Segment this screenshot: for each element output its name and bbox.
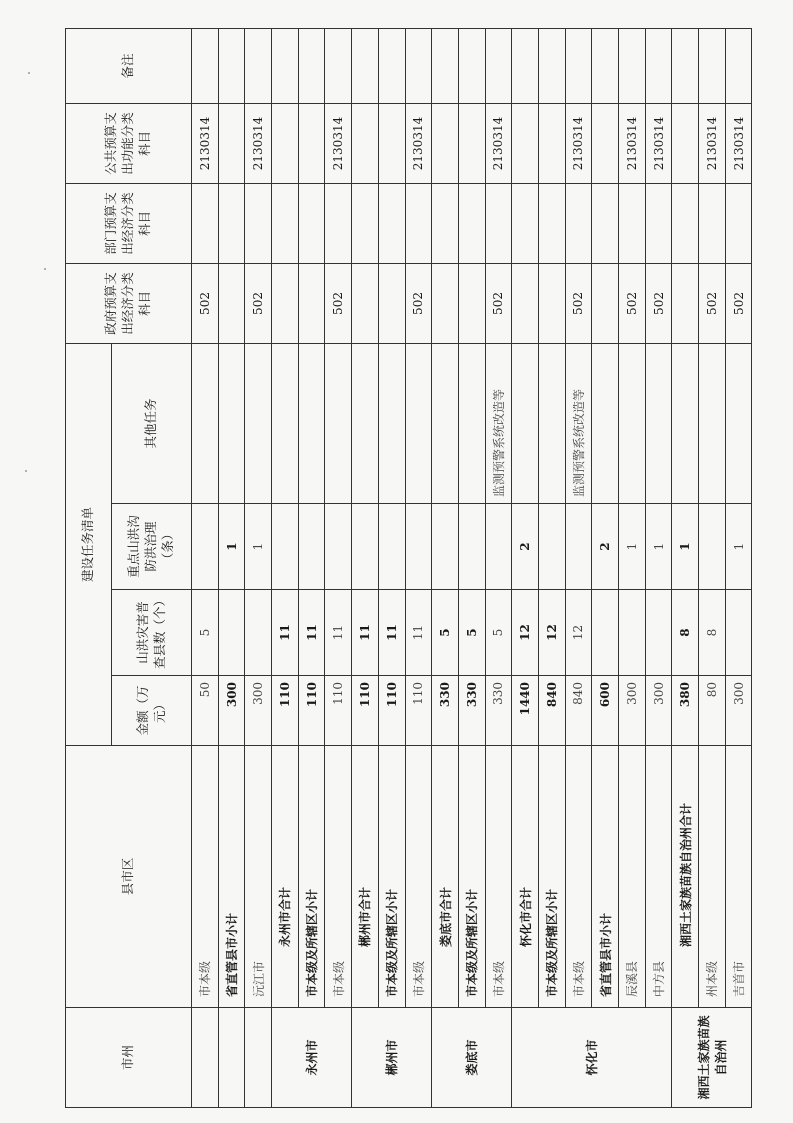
table-row [645,28,672,1107]
gov-econ-code-cell [458,263,485,343]
other-task-cell [432,343,459,503]
district-cell: 娄底市合计 [432,746,459,1008]
gully-count-cell [325,504,352,590]
survey-count-cell: 11 [272,590,299,676]
gully-count-cell: 1 [245,504,272,590]
district-cell: 市本级及所辖区小计 [298,746,325,1008]
district-cell: 省直管县市小计 [218,746,245,1008]
other-task-cell: 监测预警系统改造等 [485,343,512,503]
dept-econ-code-cell [645,183,672,263]
gully-count-cell [458,504,485,590]
function-code-cell [378,103,405,183]
function-code-cell [432,103,459,183]
survey-count-cell: 5 [458,590,485,676]
dept-econ-code-cell [218,183,245,263]
function-code-cell [512,103,539,183]
gov-econ-code-cell: 502 [619,263,646,343]
function-code-cell [672,103,699,183]
survey-count-cell: 12 [512,590,539,676]
dept-econ-code-cell [352,183,379,263]
header-function: 公共预算支出功能分类科目 [66,103,192,183]
survey-count-cell: 11 [298,590,325,676]
header-task-group: 建设任务清单 [66,343,112,745]
note-cell [245,28,272,103]
city-cell: 郴州市 [352,1008,432,1108]
gov-econ-code-cell [352,263,379,343]
function-code-cell [298,103,325,183]
table-row [405,28,432,1107]
gov-econ-code-cell: 502 [699,263,726,343]
district-cell: 市本级及所辖区小计 [538,746,565,1008]
header-note: 备注 [66,28,192,103]
city-cell: 永州市 [272,1008,352,1108]
amount-cell: 110 [272,676,299,746]
survey-count-cell [619,590,646,676]
dept-econ-code-cell [458,183,485,263]
amount-cell: 330 [485,676,512,746]
note-cell [512,28,539,103]
other-task-cell [619,343,646,503]
amount-cell: 300 [245,676,272,746]
amount-cell: 380 [672,676,699,746]
amount-cell: 110 [298,676,325,746]
gully-count-cell [405,504,432,590]
note-cell [485,28,512,103]
survey-count-cell: 12 [565,590,592,676]
gully-count-cell: 1 [619,504,646,590]
dept-econ-code-cell [565,183,592,263]
gov-econ-code-cell [432,263,459,343]
amount-cell: 1440 [512,676,539,746]
survey-count-cell: 8 [672,590,699,676]
table-row [538,28,565,1107]
table-row [672,28,699,1107]
table-row [218,28,245,1107]
table-row [725,28,752,1107]
gov-econ-code-cell: 502 [245,263,272,343]
gov-econ-code-cell: 502 [192,263,219,343]
header-gov-econ: 政府预算支出经济分类科目 [66,263,192,343]
district-cell: 市本级 [192,746,219,1008]
table-row [699,28,726,1107]
gully-count-cell [699,504,726,590]
gov-econ-code-cell: 502 [325,263,352,343]
amount-cell: 110 [405,676,432,746]
gov-econ-code-cell [218,263,245,343]
other-task-cell [725,343,752,503]
district-cell: 市本级 [405,746,432,1008]
district-cell: 中方县 [645,746,672,1008]
note-cell [699,28,726,103]
district-cell: 市本级及所辖区小计 [378,746,405,1008]
district-cell: 州本级 [699,746,726,1008]
table-row [298,28,325,1107]
dept-econ-code-cell [538,183,565,263]
other-task-cell [378,343,405,503]
table-row [272,28,299,1107]
other-task-cell [405,343,432,503]
dept-econ-code-cell [619,183,646,263]
gov-econ-code-cell: 502 [645,263,672,343]
table-row [432,28,459,1107]
district-cell: 市本级 [485,746,512,1008]
table-row [565,28,592,1107]
note-cell [218,28,245,103]
dept-econ-code-cell [272,183,299,263]
header-survey: 山洪灾害普查县数（个） [112,590,192,676]
note-cell [405,28,432,103]
note-cell [325,28,352,103]
district-cell: 市本级 [565,746,592,1008]
function-code-cell: 2130314 [485,103,512,183]
function-code-cell: 2130314 [565,103,592,183]
amount-cell: 300 [218,676,245,746]
construction-task-table [65,28,752,1108]
gully-count-cell: 1 [218,504,245,590]
function-code-cell [538,103,565,183]
function-code-cell: 2130314 [645,103,672,183]
city-cell: 怀化市 [512,1008,672,1108]
gully-count-cell [485,504,512,590]
gully-count-cell [298,504,325,590]
amount-cell: 50 [192,676,219,746]
note-cell [352,28,379,103]
other-task-cell [272,343,299,503]
table-row [245,28,272,1107]
gully-count-cell: 2 [512,504,539,590]
dept-econ-code-cell [432,183,459,263]
other-task-cell [458,343,485,503]
gully-count-cell [272,504,299,590]
amount-cell: 330 [432,676,459,746]
other-task-cell [298,343,325,503]
header-other: 其他任务 [112,343,192,503]
dept-econ-code-cell [725,183,752,263]
function-code-cell [592,103,619,183]
gully-count-cell [352,504,379,590]
gov-econ-code-cell [538,263,565,343]
function-code-cell: 2130314 [619,103,646,183]
dept-econ-code-cell [378,183,405,263]
header-gully: 重点山洪沟防洪治理（条） [112,504,192,590]
amount-cell: 330 [458,676,485,746]
amount-cell: 110 [352,676,379,746]
note-cell [458,28,485,103]
district-cell: 沅江市 [245,746,272,1008]
district-cell: 郴州市合计 [352,746,379,1008]
dept-econ-code-cell [298,183,325,263]
note-cell [592,28,619,103]
header-dept-econ: 部门预算支出经济分类科目 [66,183,192,263]
function-code-cell: 2130314 [405,103,432,183]
function-code-cell: 2130314 [245,103,272,183]
survey-count-cell: 5 [432,590,459,676]
city-cell: 娄底市 [432,1008,512,1108]
gov-econ-code-cell [672,263,699,343]
table-row [352,28,379,1107]
table-body [192,28,752,1107]
table-row [325,28,352,1107]
note-cell [565,28,592,103]
amount-cell: 600 [592,676,619,746]
function-code-cell [218,103,245,183]
district-cell: 辰溪县 [619,746,646,1008]
gov-econ-code-cell [272,263,299,343]
district-cell: 怀化市合计 [512,746,539,1008]
survey-count-cell [245,590,272,676]
gov-econ-code-cell: 502 [485,263,512,343]
district-cell: 湘西土家族苗族自治州合计 [672,746,699,1008]
district-cell: 永州市合计 [272,746,299,1008]
gov-econ-code-cell: 502 [405,263,432,343]
note-cell [432,28,459,103]
note-cell [538,28,565,103]
city-cell: 湘西土家族苗族自治州 [672,1008,752,1108]
table-row [458,28,485,1107]
other-task-cell [192,343,219,503]
dept-econ-code-cell [405,183,432,263]
survey-count-cell: 12 [538,590,565,676]
survey-count-cell [725,590,752,676]
dept-econ-code-cell [485,183,512,263]
other-task-cell [699,343,726,503]
function-code-cell [352,103,379,183]
gully-count-cell: 2 [592,504,619,590]
note-cell [672,28,699,103]
function-code-cell [272,103,299,183]
table-row [592,28,619,1107]
survey-count-cell [645,590,672,676]
note-cell [645,28,672,103]
survey-count-cell: 11 [325,590,352,676]
dept-econ-code-cell [325,183,352,263]
district-cell: 市本级 [325,746,352,1008]
table-row [485,28,512,1107]
other-task-cell [218,343,245,503]
other-task-cell [325,343,352,503]
scan-speck [28,72,30,74]
amount-cell: 840 [538,676,565,746]
note-cell [725,28,752,103]
function-code-cell: 2130314 [192,103,219,183]
other-task-cell [592,343,619,503]
other-task-cell [512,343,539,503]
dept-econ-code-cell [699,183,726,263]
gully-count-cell [192,504,219,590]
other-task-cell: 监测预警系统改造等 [565,343,592,503]
gully-count-cell [432,504,459,590]
table-header [66,28,192,1107]
other-task-cell [352,343,379,503]
gully-count-cell [538,504,565,590]
gov-econ-code-cell [512,263,539,343]
district-cell: 市本级及所辖区小计 [458,746,485,1008]
amount-cell: 300 [619,676,646,746]
amount-cell: 300 [645,676,672,746]
city-cell [218,1008,245,1108]
gov-econ-code-cell: 502 [725,263,752,343]
note-cell [192,28,219,103]
gov-econ-code-cell: 502 [565,263,592,343]
note-cell [272,28,299,103]
dept-econ-code-cell [672,183,699,263]
dept-econ-code-cell [592,183,619,263]
table-row [512,28,539,1107]
note-cell [619,28,646,103]
other-task-cell [245,343,272,503]
scan-speck [25,470,27,472]
survey-count-cell: 5 [192,590,219,676]
header-amount: 金额（万元） [112,676,192,746]
other-task-cell [538,343,565,503]
scan-speck [44,268,46,270]
dept-econ-code-cell [192,183,219,263]
gully-count-cell: 1 [725,504,752,590]
gully-count-cell: 1 [672,504,699,590]
district-cell: 吉首市 [725,746,752,1008]
function-code-cell: 2130314 [325,103,352,183]
dept-econ-code-cell [512,183,539,263]
survey-count-cell [218,590,245,676]
amount-cell: 110 [378,676,405,746]
survey-count-cell: 8 [699,590,726,676]
other-task-cell [645,343,672,503]
district-cell: 省直管县市小计 [592,746,619,1008]
city-cell [192,1008,219,1108]
note-cell [298,28,325,103]
function-code-cell: 2130314 [699,103,726,183]
amount-cell: 300 [725,676,752,746]
survey-count-cell [592,590,619,676]
table-row [378,28,405,1107]
amount-cell: 80 [699,676,726,746]
function-code-cell: 2130314 [725,103,752,183]
gov-econ-code-cell [298,263,325,343]
header-district: 县市区 [66,746,192,1008]
amount-cell: 840 [565,676,592,746]
rotated-table-wrapper [65,29,747,1108]
other-task-cell [672,343,699,503]
survey-count-cell: 5 [485,590,512,676]
table-row [619,28,646,1107]
survey-count-cell: 11 [405,590,432,676]
note-cell [378,28,405,103]
survey-count-cell: 11 [378,590,405,676]
table-row [192,28,219,1107]
header-city: 市州 [66,1008,192,1108]
amount-cell: 110 [325,676,352,746]
gov-econ-code-cell [378,263,405,343]
city-cell [245,1008,272,1108]
gully-count-cell: 1 [645,504,672,590]
dept-econ-code-cell [245,183,272,263]
gov-econ-code-cell [592,263,619,343]
gully-count-cell [378,504,405,590]
gully-count-cell [565,504,592,590]
survey-count-cell: 11 [352,590,379,676]
function-code-cell [458,103,485,183]
